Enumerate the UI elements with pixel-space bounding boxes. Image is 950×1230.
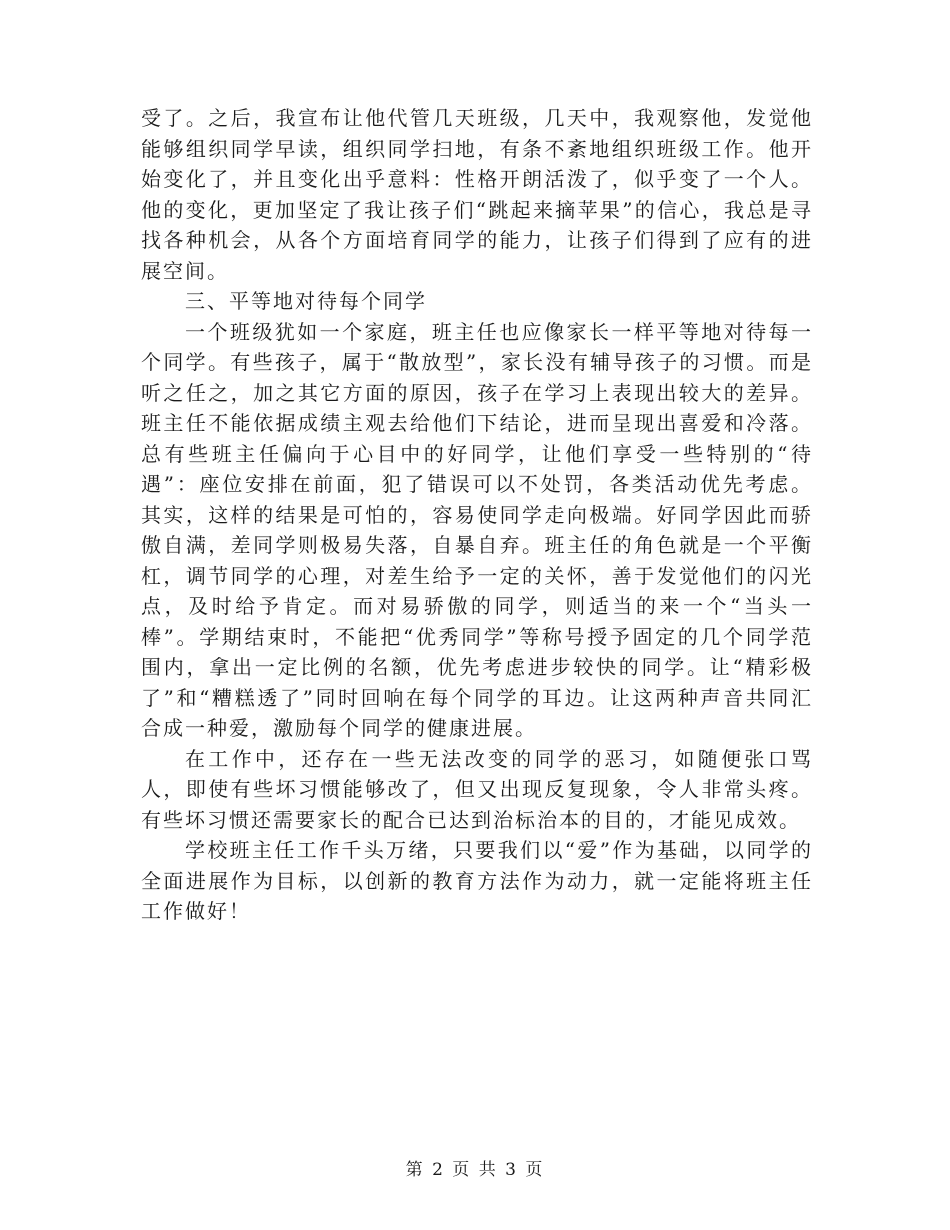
section-heading: 三、平等地对待每个同学: [185, 289, 427, 313]
paragraph-equal-treatment: 一个班级犹如一个家庭，班主任也应像家长一样平等地对待每一个同学。有些孩子，属于“散放型”，家长没有辅导孩子的习惯。而是听之任之，加之其它方面的原因，孩子在学习上表现出较大的差异。班主任不能依据成绩主观去给他们下结论，进而呈现出喜爱和冷落。总有些班主任偏向于心目中的好同学，让他们享受一些特别的“待遇”：座位安排在前面，犯了错误可以不处罚，各类活动优先考虑。其实，这样的结果是可怕的，容易使同学走向极端。好同学因此而骄傲自满，差同学则极易失落，自暴自弃。班主任的角色就是一个平衡杠，调节同学的心理，对差生给予一定的关怀，善于发觉他们的闪光点，及时给予肯定。而对易骄傲的同学，则适当的来一个“当头一棒”。学期结束时，不能把“优秀同学”等称号授予固定的几个同学范围内，拿出一定比例的名额，优先考虑进步较快的同学。让“精彩极了”和“糟糕透了”同时回响在每个同学的耳边。让这两种声音共同汇合成一种爱，激励每个同学的健康进展。: [141, 319, 813, 740]
paragraph-conclusion: 学校班主任工作千头万绪，只要我们以“爱”作为基础，以同学的全面进展作为目标，以创新的教育方法作为动力，就一定能将班主任工作做好！: [141, 838, 813, 923]
document-body: [141, 103, 813, 927]
paragraph-bad-habits: 在工作中，还存在一些无法改变的同学的恶习，如随便张口骂人，即使有些坏习惯能够改了，但又出现反复现象，令人非常头疼。有些坏习惯还需要家长的配合已达到治标治本的目的，才能见成效。: [141, 746, 813, 832]
paragraph-continuation: 受了。之后，我宣布让他代管几天班级，几天中，我观察他，发觉他能够组织同学早读，组织同学扫地，有条不紊地组织班级工作。他开始变化了，并且变化出乎意料：性格开朗活泼了，似乎变了一个人。他的变化，更加坚定了我让孩子们“跳起来摘苹果”的信心，我总是寻找各种机会，从各个方面培育同学的能力，让孩子们得到了应有的进展空间。: [141, 106, 813, 283]
page-footer: 第 2 页 共 3 页: [405, 1160, 545, 1180]
